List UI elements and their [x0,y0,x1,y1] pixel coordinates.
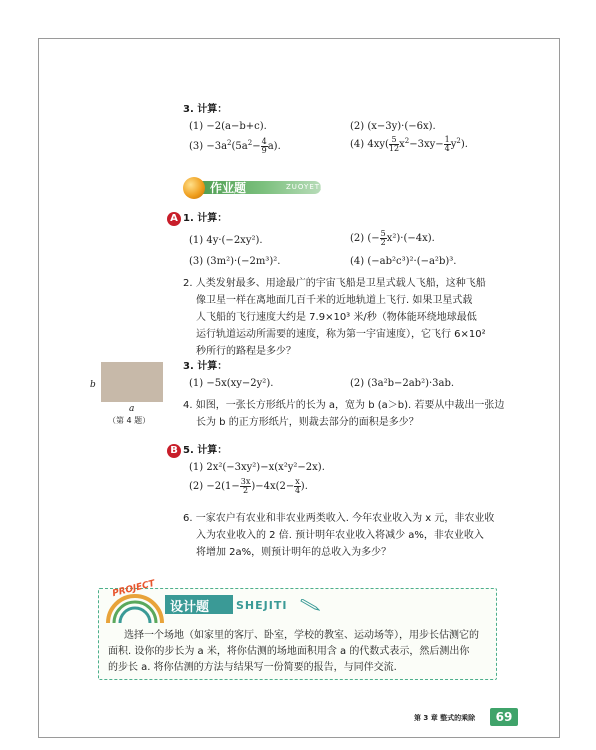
q1-item2: (2) (− $\frac{5}{2}$ x²)·(−4x). [350,229,435,247]
q1-item3: (3) (3m²)·(−2m³)². [189,256,281,267]
figure-label-b: b [90,380,96,390]
chapter-footer: 第 3 章 整式的乘除 [414,714,476,722]
project-line: 选择一个场地（如家里的客厅、卧室，学校的教室、运动场等），用步长估测它的 [124,630,479,641]
q6-line: 入为农业收入的 2 倍. 预计明年农业收入将减少 a%，非农业收入 [196,530,484,541]
q2-line: 秒所行的路程是多少？ [196,346,296,357]
q6-line: 6. 一家农户有农业和非农业两类收入. 今年农业收入为 x 元，非农业收 [183,513,495,524]
q2-line: 运行轨道运动所需要的速度，称为第一宇宙速度），它飞行 6×10² [196,329,486,340]
project-line: 的步长 a. 将你估测的方法与结果写一份简要的报告，与同伴交流. [108,662,397,673]
q5-label: 5. 计算： [183,445,228,456]
q2-line: 2. 人类发射最多、用途最广的宇宙飞船是卫星式载人飞船，这种飞船 [183,278,486,289]
project-title: 设计题 [170,600,210,615]
q6-line: 将增加 2a%，则预计明年的总收入为多少？ [196,547,392,558]
section-b-badge: B [167,444,181,458]
q3-label: 3. 计算： [183,361,228,372]
q2-line: 人飞船的飞行速度大约是 7.9×10³ 米/秒（物体能环绕地球最低 [196,312,477,323]
q3-item1: (1) −5x(xy−2y²). [189,378,274,389]
q4-line: 长为 b 的正方形纸片，则裁去部分的面积是多少？ [196,417,419,428]
project-label: PROJECT [111,578,156,600]
orange-ball-icon [183,177,205,199]
q1-label: 1. 计算： [183,213,228,224]
q1-item1: (1) 4y·(−2xy²). [189,235,263,246]
rectangle-figure [101,362,163,402]
q3-item2: (2) (3a²b−2ab²)·3ab. [350,378,455,389]
q5-item1: (1) 2x²(−3xy²)−x(x²y²−2x). [189,462,325,473]
q3-top-item2: (2) (x−3y)·(−6x). [350,121,436,132]
pencil-icon [300,599,320,611]
q1-item4: (4) (−ab²c³)²·(−a²b)³. [350,256,457,267]
figure-caption: （第 4 题） [108,416,151,425]
q3-top-item1: (1) −2(a−b+c). [189,121,267,132]
project-line: 面积. 设你的步长为 a 米，将你估测的场地面积用含 a 的代数式表示，然后测出你 [108,646,470,657]
homework-pinyin: ZUOYETI [286,183,324,191]
q4-line: 4. 如图，一张长方形纸片的长为 a，宽为 b (a＞b). 若要从中裁出一张边 [183,400,505,411]
q3-top-item3: $(3) -3a^2(5a^2-$ $\frac{4}{9}$ a). [189,137,281,155]
project-pinyin: SHEJITI [236,599,288,612]
q2-line: 像卫星一样在离地面几百千米的近地轨道上飞行. 如果卫星式载 [196,295,473,306]
section-a-badge: A [167,212,181,226]
q3-top-label: 3. 计算： [183,104,228,115]
homework-title: 作业题 [210,181,247,195]
q5-item2: (2) −2(1− $\frac{3x}{2}$ )−4x(2− $\frac{x}{4}$ ). [189,477,308,495]
q3-top-item4: (4) 4xy( $\frac{5}{12}$ $x^2-3xy-$ $\frac{1}{4}$ $y^2$). [350,135,468,153]
figure-label-a: a [129,404,135,414]
page-number: 69 [490,708,518,726]
